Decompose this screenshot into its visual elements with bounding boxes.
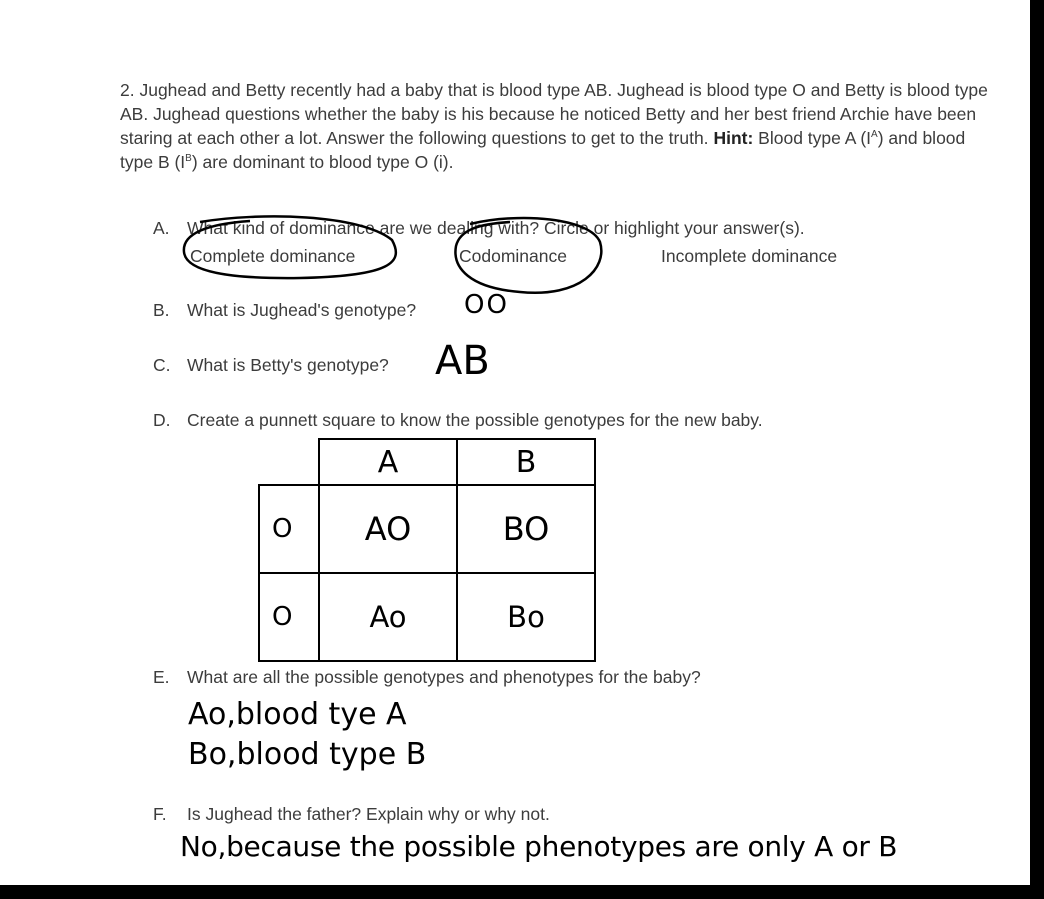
part-d-letter: D.	[153, 410, 171, 430]
hint-text-1: Blood type A (I	[758, 128, 872, 148]
part-f-answer: No,because the possible phenotypes are only A or B	[180, 830, 898, 863]
part-b-letter: B.	[153, 300, 170, 320]
part-d-text: Create a punnett square to know the possible genotypes for the new baby.	[187, 410, 763, 430]
punnett-square	[258, 438, 596, 662]
part-c-prompt	[153, 355, 389, 376]
part-e-letter: E.	[153, 667, 170, 687]
punnett-cell: BO	[457, 485, 595, 573]
part-c-letter: C.	[153, 355, 171, 375]
part-f-letter: F.	[153, 804, 167, 824]
part-a-prompt	[153, 218, 805, 239]
question-paragraph	[120, 78, 990, 174]
punnett-corner	[259, 439, 319, 485]
part-c-text: What is Betty's genotype?	[187, 355, 389, 375]
punnett-col-header: B	[457, 439, 595, 485]
part-c-answer: AB	[435, 338, 490, 384]
black-border-bottom	[0, 885, 1044, 899]
choice-codominance: Codominance	[459, 246, 567, 266]
hint-sup-b: B	[185, 153, 192, 165]
hint-text-2: ) and blood type B (I	[120, 128, 966, 172]
punnett-cell: Ao	[319, 573, 457, 661]
part-f-text: Is Jughead the father? Explain why or why not.	[187, 804, 550, 824]
punnett-cell: AO	[319, 485, 457, 573]
part-e-text: What are all the possible genotypes and phenotypes for the baby?	[187, 667, 701, 687]
hint-text-3: ) are dominant to blood type O (i).	[191, 152, 454, 172]
part-e-prompt	[153, 667, 701, 688]
punnett-col-header: A	[319, 439, 457, 485]
part-b-answer: OO	[464, 290, 509, 320]
punnett-row-header: O	[259, 573, 319, 661]
punnett-row-header: O	[259, 485, 319, 573]
hint-label: Hint:	[713, 128, 754, 148]
part-e-answer-line: Bo,blood type B	[188, 737, 427, 772]
part-b-text: What is Jughead's genotype?	[187, 300, 417, 320]
choice-complete-dominance: Complete dominance	[190, 246, 356, 266]
question-text: 2. Jughead and Betty recently had a baby that is blood type AB. Jughead is blood type O and Betty is blood type AB. Jughead questions whether the baby is his because he noticed Betty and her best friend Archie have been staring at each other a lot. Answer the following questions to get to the truth.	[120, 80, 988, 148]
choice-incomplete-dominance: Incomplete dominance	[661, 246, 838, 266]
part-a-letter: A.	[153, 218, 170, 238]
part-e-answer-line: Ao,blood tye A	[188, 697, 407, 732]
punnett-cell: Bo	[457, 573, 595, 661]
black-border-right	[1030, 0, 1044, 899]
part-f-prompt	[153, 804, 550, 825]
hint-sup-a: A	[871, 129, 878, 141]
part-a-text: What kind of dominance are we dealing with? Circle or highlight your answer(s).	[187, 218, 805, 238]
part-b-prompt	[153, 300, 416, 321]
part-d-prompt	[153, 410, 763, 431]
